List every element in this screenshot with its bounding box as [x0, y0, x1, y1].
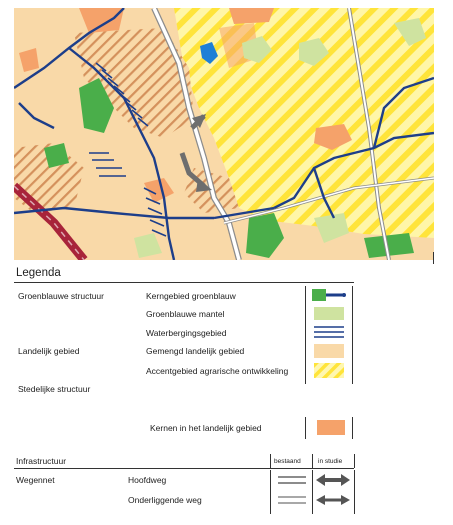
section-infrastructuur: Infrastructuur [16, 456, 67, 466]
item-gemengd: Gemengd landelijk gebied [146, 346, 245, 356]
infra-body-col-2 [312, 470, 313, 514]
item-kernen: Kernen in het landelijk gebied [150, 423, 262, 433]
section-wegennet: Wegennet [16, 475, 55, 485]
item-hoofdweg: Hoofdweg [128, 475, 167, 485]
infra-body-col-1 [270, 470, 271, 514]
section-groenblauw: Groenblauwe structuur [18, 291, 104, 301]
item-kerngebied: Kerngebied groenblauw [146, 291, 236, 301]
swatch-onderliggend-bestaand [278, 494, 306, 506]
section-landelijk: Landelijk gebied [18, 346, 80, 356]
legend-top-rule [14, 282, 354, 283]
item-accent: Accentgebied agrarische ontwikkeling [146, 366, 289, 376]
kernen-col-left [305, 417, 306, 439]
swatch-kernen [317, 420, 345, 435]
swatch-mantel [314, 307, 344, 320]
infra-body-col-3 [354, 470, 355, 514]
item-onderliggend: Onderliggende weg [128, 495, 202, 505]
infra-rule [14, 468, 354, 469]
map-view[interactable] [14, 8, 434, 260]
infra-col-2 [312, 454, 313, 468]
swatch-col-right [352, 286, 353, 384]
swatch-hoofdweg-studie [316, 473, 350, 487]
col-bestaand: bestaand [274, 458, 301, 465]
swatch-col-left [305, 286, 306, 384]
infra-col-3 [354, 454, 355, 468]
legend-title: Legenda [16, 267, 61, 279]
item-waterberging: Waterbergingsgebied [146, 328, 227, 338]
map-canvas [14, 8, 434, 260]
legend [0, 262, 453, 525]
swatch-hoofdweg-bestaand [278, 474, 306, 486]
swatch-gemengd [314, 344, 344, 358]
swatch-accent [314, 363, 344, 378]
kern-2 [229, 8, 274, 24]
swatch-kerngebied [312, 288, 348, 302]
kernen-col-right [352, 417, 353, 439]
swatch-waterberging [314, 325, 344, 339]
section-stedelijk: Stedelijke structuur [18, 384, 91, 394]
item-mantel: Groenblauwe mantel [146, 309, 225, 319]
swatch-onderliggend-studie [316, 493, 350, 507]
infra-col-1 [270, 454, 271, 468]
col-in-studie: in studie [318, 458, 343, 465]
